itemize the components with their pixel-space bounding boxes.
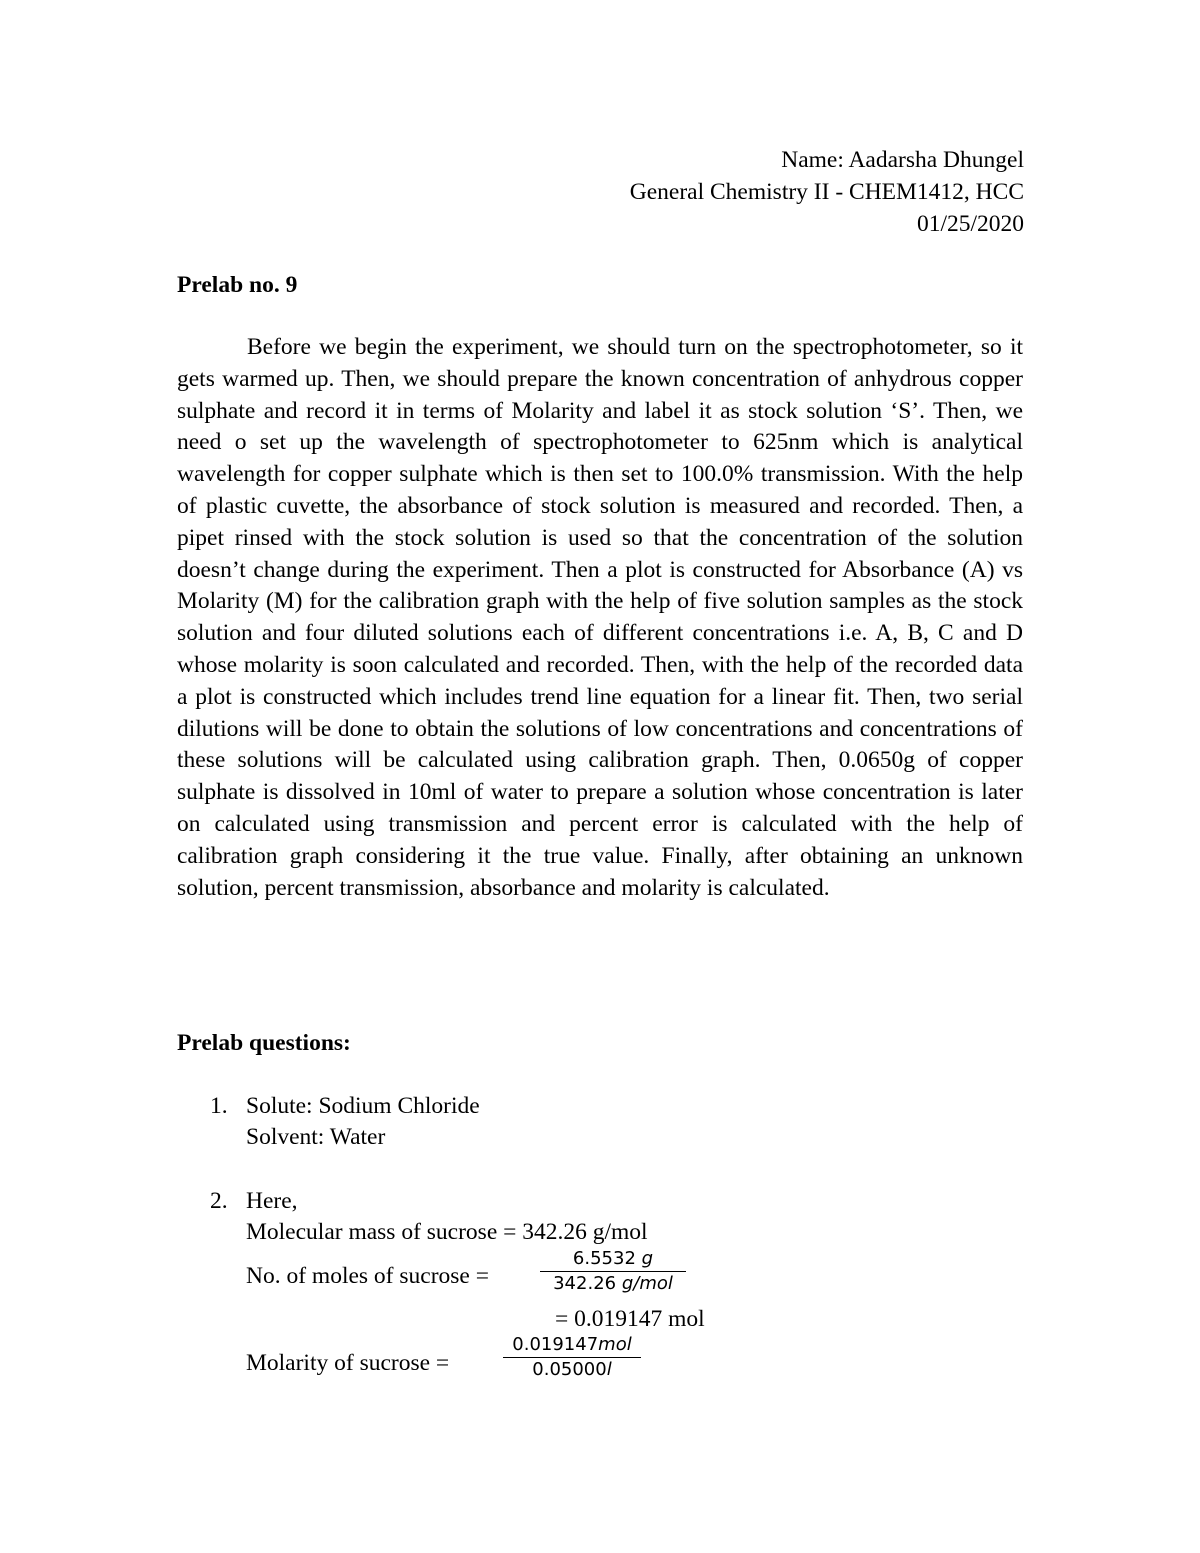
molarity-fraction	[503, 1334, 641, 1381]
student-name: Name: Aadarsha Dhungel	[781, 147, 1024, 173]
prelab-paragraph: Before we begin the experiment, we should turn on the spectrophotometer, so it gets warmed up. Then, we should prepare the known concentration of anhydrous copper sulphate and record it in terms of Molarity and label it as stock solution ‘S’. Then, we need o set up the wavelength of spectrophotometer to 625nm which is analytical wavelength for copper sulphate which is then set to 100.0% transmission. With the help of plastic cuvette, the absorbance of stock solution is measured and recorded. Then, a pipet rinsed with the stock solution is used so that the concentration of the solution doesn’t change during the experiment. Then a plot is constructed for Absorbance (A) vs Molarity (M) for the calibration graph with the help of five solution samples as the stock solution and four diluted solutions each of different concentrations i.e. A, B, C and D whose molarity is soon calculated and recorded. Then, with the help of the recorded data a plot is constructed which includes trend line equation for a linear fit. Then, two serial dilutions will be done to obtain the solutions of low concentrations and concentrations of these solutions will be calculated using calibration graph. Then, 0.0650g of copper sulphate is dissolved in 10ml of water to prepare a solution whose concentration is later on calculated using transmission and percent error is calculated with the help of calibration graph considering it the true value. Finally, after obtaining an unknown solution, percent transmission, absorbance and molarity is calculated.	[177, 334, 1023, 901]
moles-denominator: 342.26 g/mol	[553, 1273, 673, 1294]
fraction-bar	[503, 1357, 641, 1358]
molarity-numerator: 0.019147mol	[512, 1334, 632, 1355]
fraction-bar	[540, 1271, 686, 1272]
prelab-questions-title: Prelab questions:	[177, 1030, 351, 1056]
moles-numerator: 6.5532 g	[572, 1248, 654, 1269]
molarity-label: Molarity of sucrose =	[246, 1350, 450, 1376]
question-2-here: Here,	[246, 1188, 298, 1214]
moles-result: = 0.019147 mol	[555, 1306, 705, 1332]
student-header	[630, 144, 1024, 240]
moles-fraction	[540, 1248, 686, 1295]
molarity-denominator: 0.05000l	[532, 1359, 612, 1380]
question-1-number: 1.	[210, 1093, 228, 1119]
question-2-number: 2.	[210, 1188, 228, 1214]
moles-label: No. of moles of sucrose =	[246, 1263, 489, 1289]
prelab-title: Prelab no. 9	[177, 272, 298, 298]
molecular-mass-line: Molecular mass of sucrose = 342.26 g/mol	[246, 1219, 648, 1245]
course-name: General Chemistry II - CHEM1412, HCC	[629, 179, 1024, 205]
document-date: 01/25/2020	[916, 211, 1024, 237]
question-1-solute: Solute: Sodium Chloride	[246, 1093, 480, 1119]
question-1-solvent: Solvent: Water	[246, 1124, 386, 1150]
